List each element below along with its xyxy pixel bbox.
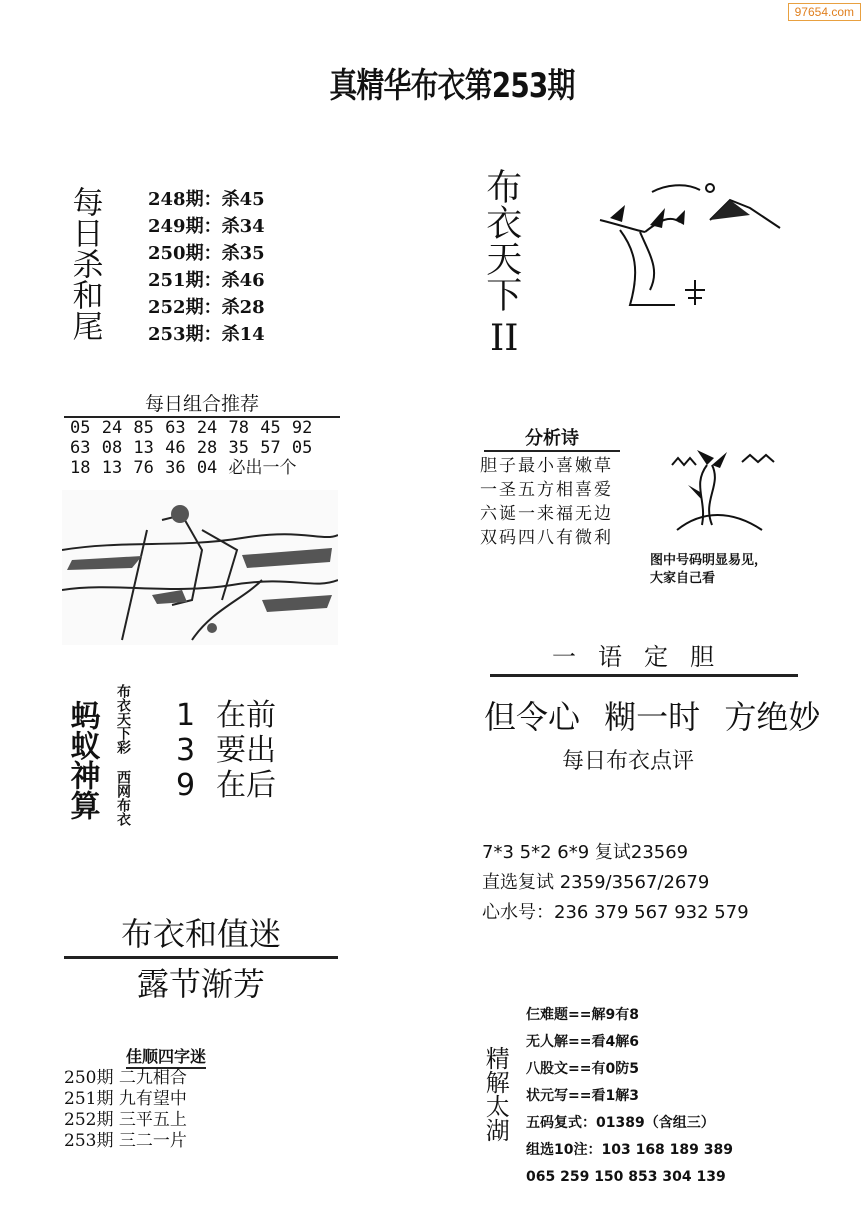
ant-row	[176, 698, 276, 733]
kill-tail-row: 253期：杀14	[148, 324, 265, 345]
jiashun-row: 252期 三平五上	[64, 1110, 187, 1130]
jiashun-row: 253期 三二一片	[64, 1131, 187, 1151]
poem-line: 一圣五方相喜爱	[480, 480, 613, 500]
jjth-title: 精解太湖	[481, 1046, 510, 1142]
poem-note-line: 大家自己看	[650, 571, 716, 586]
jjth-row: 065 259 150 853 304 139	[526, 1169, 726, 1185]
jjth-row: 无人解==看4解6	[526, 1034, 639, 1050]
kill-tail-row: 251期：杀46	[148, 270, 265, 291]
poem-line: 六诞一来福无边	[480, 504, 613, 524]
buyi-subtitle: II	[490, 318, 519, 359]
buyi-title: 布衣天下	[480, 168, 522, 312]
riddle-answer: 露节渐芳	[136, 965, 265, 1003]
tree-sketch-image	[580, 170, 800, 320]
oneword-heading: 一语定胆	[490, 640, 798, 677]
kill-tail-row: 249期：杀34	[148, 216, 265, 237]
kill-tail-row: 252期：杀28	[148, 297, 265, 318]
picks-line: 心水号：236 379 567 932 579	[482, 902, 749, 923]
combo-row: 18 13 76 36 04 必出一个	[70, 458, 297, 478]
number-picks	[482, 838, 749, 928]
jiashun-list	[64, 1068, 187, 1152]
poem-note	[650, 552, 767, 588]
picks-line: 7*3 5*2 6*9 复试23569	[482, 842, 689, 863]
ant-rows	[176, 698, 276, 803]
jjth-row: 组选10注：103 168 189 389	[526, 1142, 733, 1158]
ant-title: 蚂蚁神算	[64, 700, 100, 820]
poem-heading: 分析诗	[484, 424, 620, 452]
jjth-row: 状元写==看1解3	[526, 1088, 639, 1104]
poem-line: 胆子最小喜嫩草	[480, 456, 613, 476]
kill-tail-row: 250期：杀35	[148, 243, 265, 264]
ant-row-text: 要出	[216, 733, 276, 768]
poem-lines	[480, 454, 613, 550]
ant-row-number: 9	[176, 768, 196, 803]
combo-row: 05 24 85 63 24 78 45 92	[70, 418, 313, 438]
combo-section	[64, 392, 340, 478]
page-title: 真精华布衣第253期	[329, 66, 575, 106]
riddle-title: 布衣和值迷	[64, 912, 338, 959]
ant-row-number: 1	[176, 698, 196, 733]
ant-side-label: 布衣天下彩 西网布衣	[115, 684, 131, 826]
jiashun-row: 251期 九有望中	[64, 1089, 187, 1109]
jiashun-heading: 佳顺四字迷	[126, 1044, 206, 1069]
ant-row	[176, 768, 276, 803]
picks-line: 直选复试 2359/3567/2679	[482, 872, 710, 893]
ant-row-text: 在后	[216, 768, 276, 803]
fisherman-sketch-image	[62, 490, 338, 645]
kill-tail-row: 248期：杀45	[148, 189, 265, 210]
combo-row: 63 08 13 46 28 35 57 05	[70, 438, 313, 458]
jjth-row: 五码复式：01389（含组三）	[526, 1115, 715, 1131]
ant-row	[176, 733, 276, 768]
combo-heading: 每日组合推荐	[64, 392, 340, 418]
vine-sketch-image	[662, 440, 792, 540]
ant-row-number: 3	[176, 733, 196, 768]
jjth-row: 八股文==有0防5	[526, 1061, 639, 1077]
poem-note-line: 图中号码明显易见，	[650, 553, 768, 568]
jjth-row: 仨难题==解9有8	[526, 1007, 639, 1023]
poem-line: 双码四八有微利	[480, 528, 613, 548]
daily-comment-heading: 每日布衣点评	[562, 749, 695, 774]
oneword-text: 但令心 糊一时 方绝妙	[484, 698, 821, 736]
kill-tail-title: 每日杀和尾	[66, 186, 103, 341]
site-watermark: 97654.com	[788, 3, 861, 21]
ant-row-text: 在前	[216, 698, 276, 733]
jiashun-row: 250期 二九相合	[64, 1068, 187, 1088]
jjth-list	[526, 1002, 733, 1191]
kill-tail-list	[148, 186, 265, 348]
